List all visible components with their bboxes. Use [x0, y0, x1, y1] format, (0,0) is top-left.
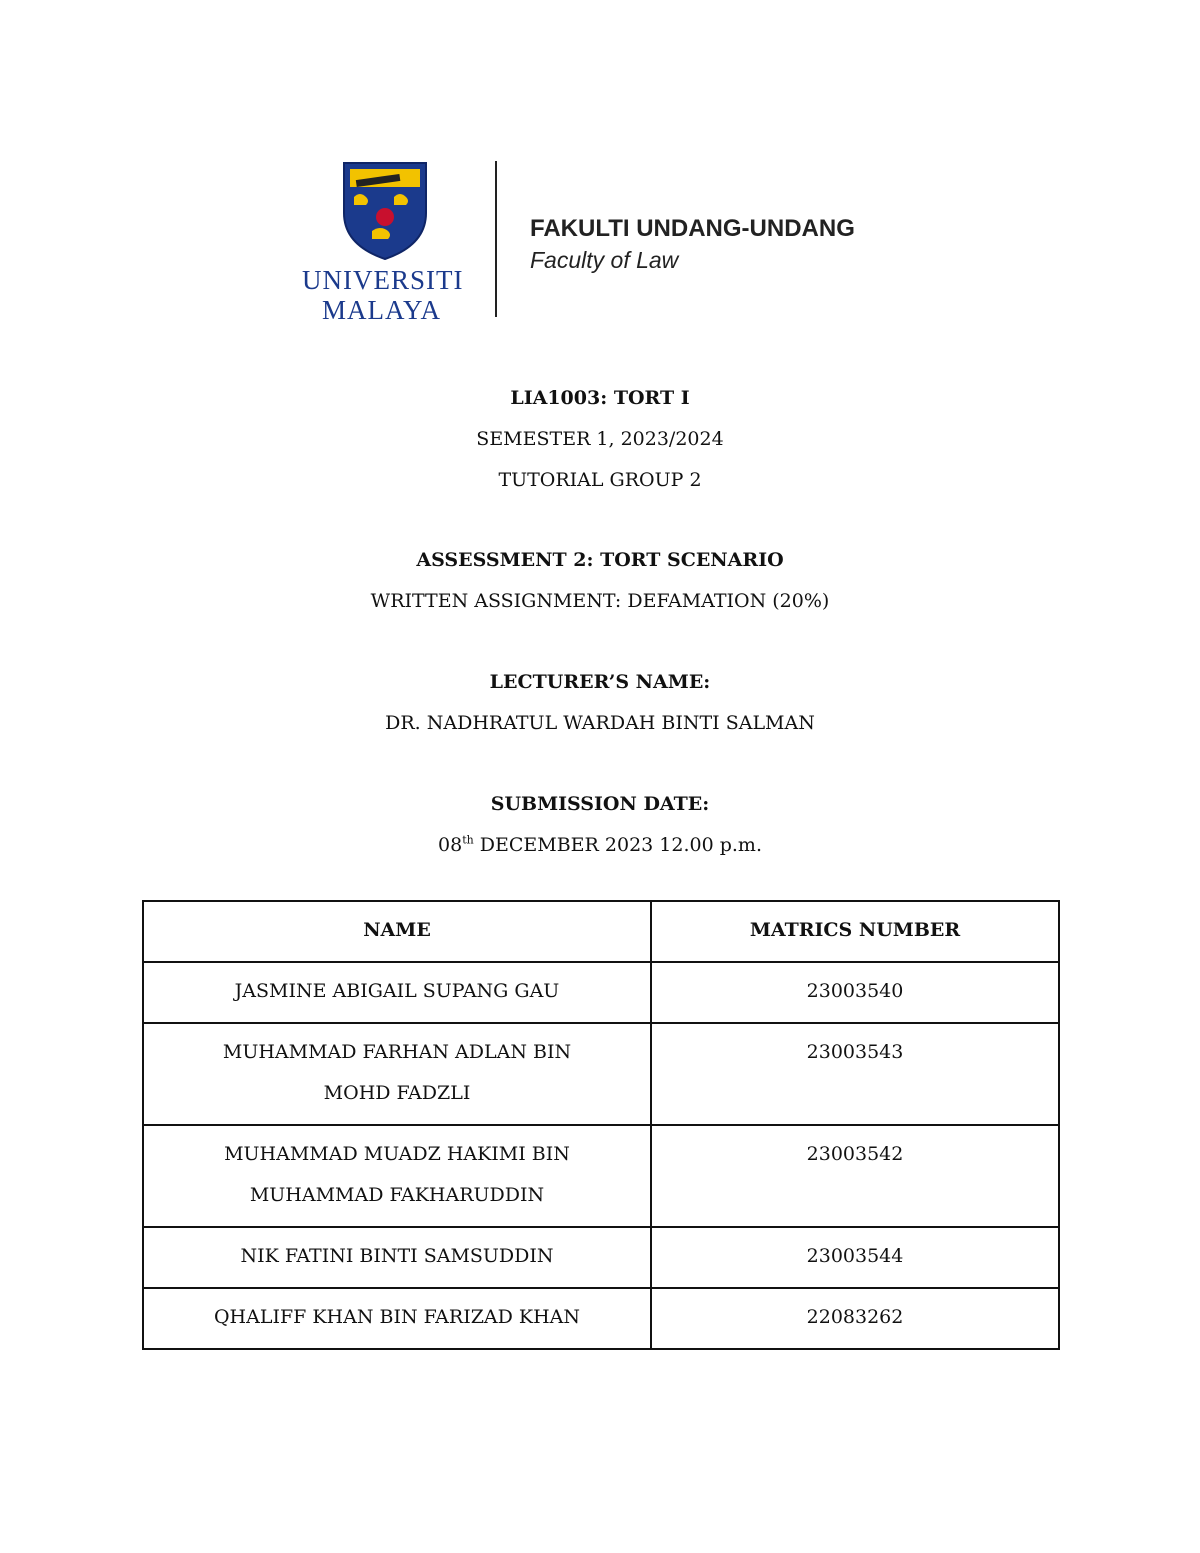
header-name: NAME [143, 901, 651, 962]
logo-divider [495, 161, 497, 317]
university-name-line1: UNIVERSITI [302, 265, 464, 295]
submission-date [0, 833, 1200, 857]
faculty-name-malay: FAKULTI UNDANG-UNDANG [530, 215, 855, 242]
table-header-row [143, 901, 1059, 962]
member-name: JASMINE ABIGAIL SUPANG GAU [143, 962, 651, 1023]
member-matric: 23003543 [651, 1023, 1059, 1125]
table-row [143, 1227, 1059, 1288]
member-matric: 23003540 [651, 962, 1059, 1023]
member-name: QHALIFF KHAN BIN FARIZAD KHAN [143, 1288, 651, 1349]
semester: SEMESTER 1, 2023/2024 [476, 428, 724, 450]
member-matric: 23003544 [651, 1227, 1059, 1288]
member-name: MUHAMMAD FARHAN ADLAN BIN MOHD FADZLI [143, 1023, 651, 1125]
course-title: LIA1003: TORT I [510, 387, 690, 409]
university-name-line2: MALAYA [322, 295, 442, 325]
lecturer-label: LECTURER’S NAME: [489, 671, 711, 693]
header-matric: MATRICS NUMBER [651, 901, 1059, 962]
table-row [143, 962, 1059, 1023]
table-row [143, 1288, 1059, 1349]
tutorial-group: TUTORIAL GROUP 2 [498, 469, 702, 491]
members-table [142, 900, 1060, 1350]
submission-date-rest: DECEMBER 2023 12.00 p.m. [473, 834, 762, 856]
table-row [143, 1125, 1059, 1227]
member-matric: 22083262 [651, 1288, 1059, 1349]
university-crest-icon [342, 161, 428, 261]
member-matric: 23003542 [651, 1125, 1059, 1227]
faculty-name-english: Faculty of Law [530, 247, 679, 273]
member-name: NIK FATINI BINTI SAMSUDDIN [143, 1227, 651, 1288]
submission-label: SUBMISSION DATE: [490, 793, 710, 815]
submission-day-suffix: th [462, 833, 474, 847]
table-row [143, 1023, 1059, 1125]
member-name: MUHAMMAD MUADZ HAKIMI BIN MUHAMMAD FAKHARUDDIN [143, 1125, 651, 1227]
lecturer-name: DR. NADHRATUL WARDAH BINTI SALMAN [385, 712, 815, 734]
assessment-title: ASSESSMENT 2: TORT SCENARIO [416, 549, 784, 571]
assessment-subtitle: WRITTEN ASSIGNMENT: DEFAMATION (20%) [370, 590, 830, 612]
faculty-logo [290, 155, 910, 325]
submission-day: 08 [438, 834, 463, 856]
